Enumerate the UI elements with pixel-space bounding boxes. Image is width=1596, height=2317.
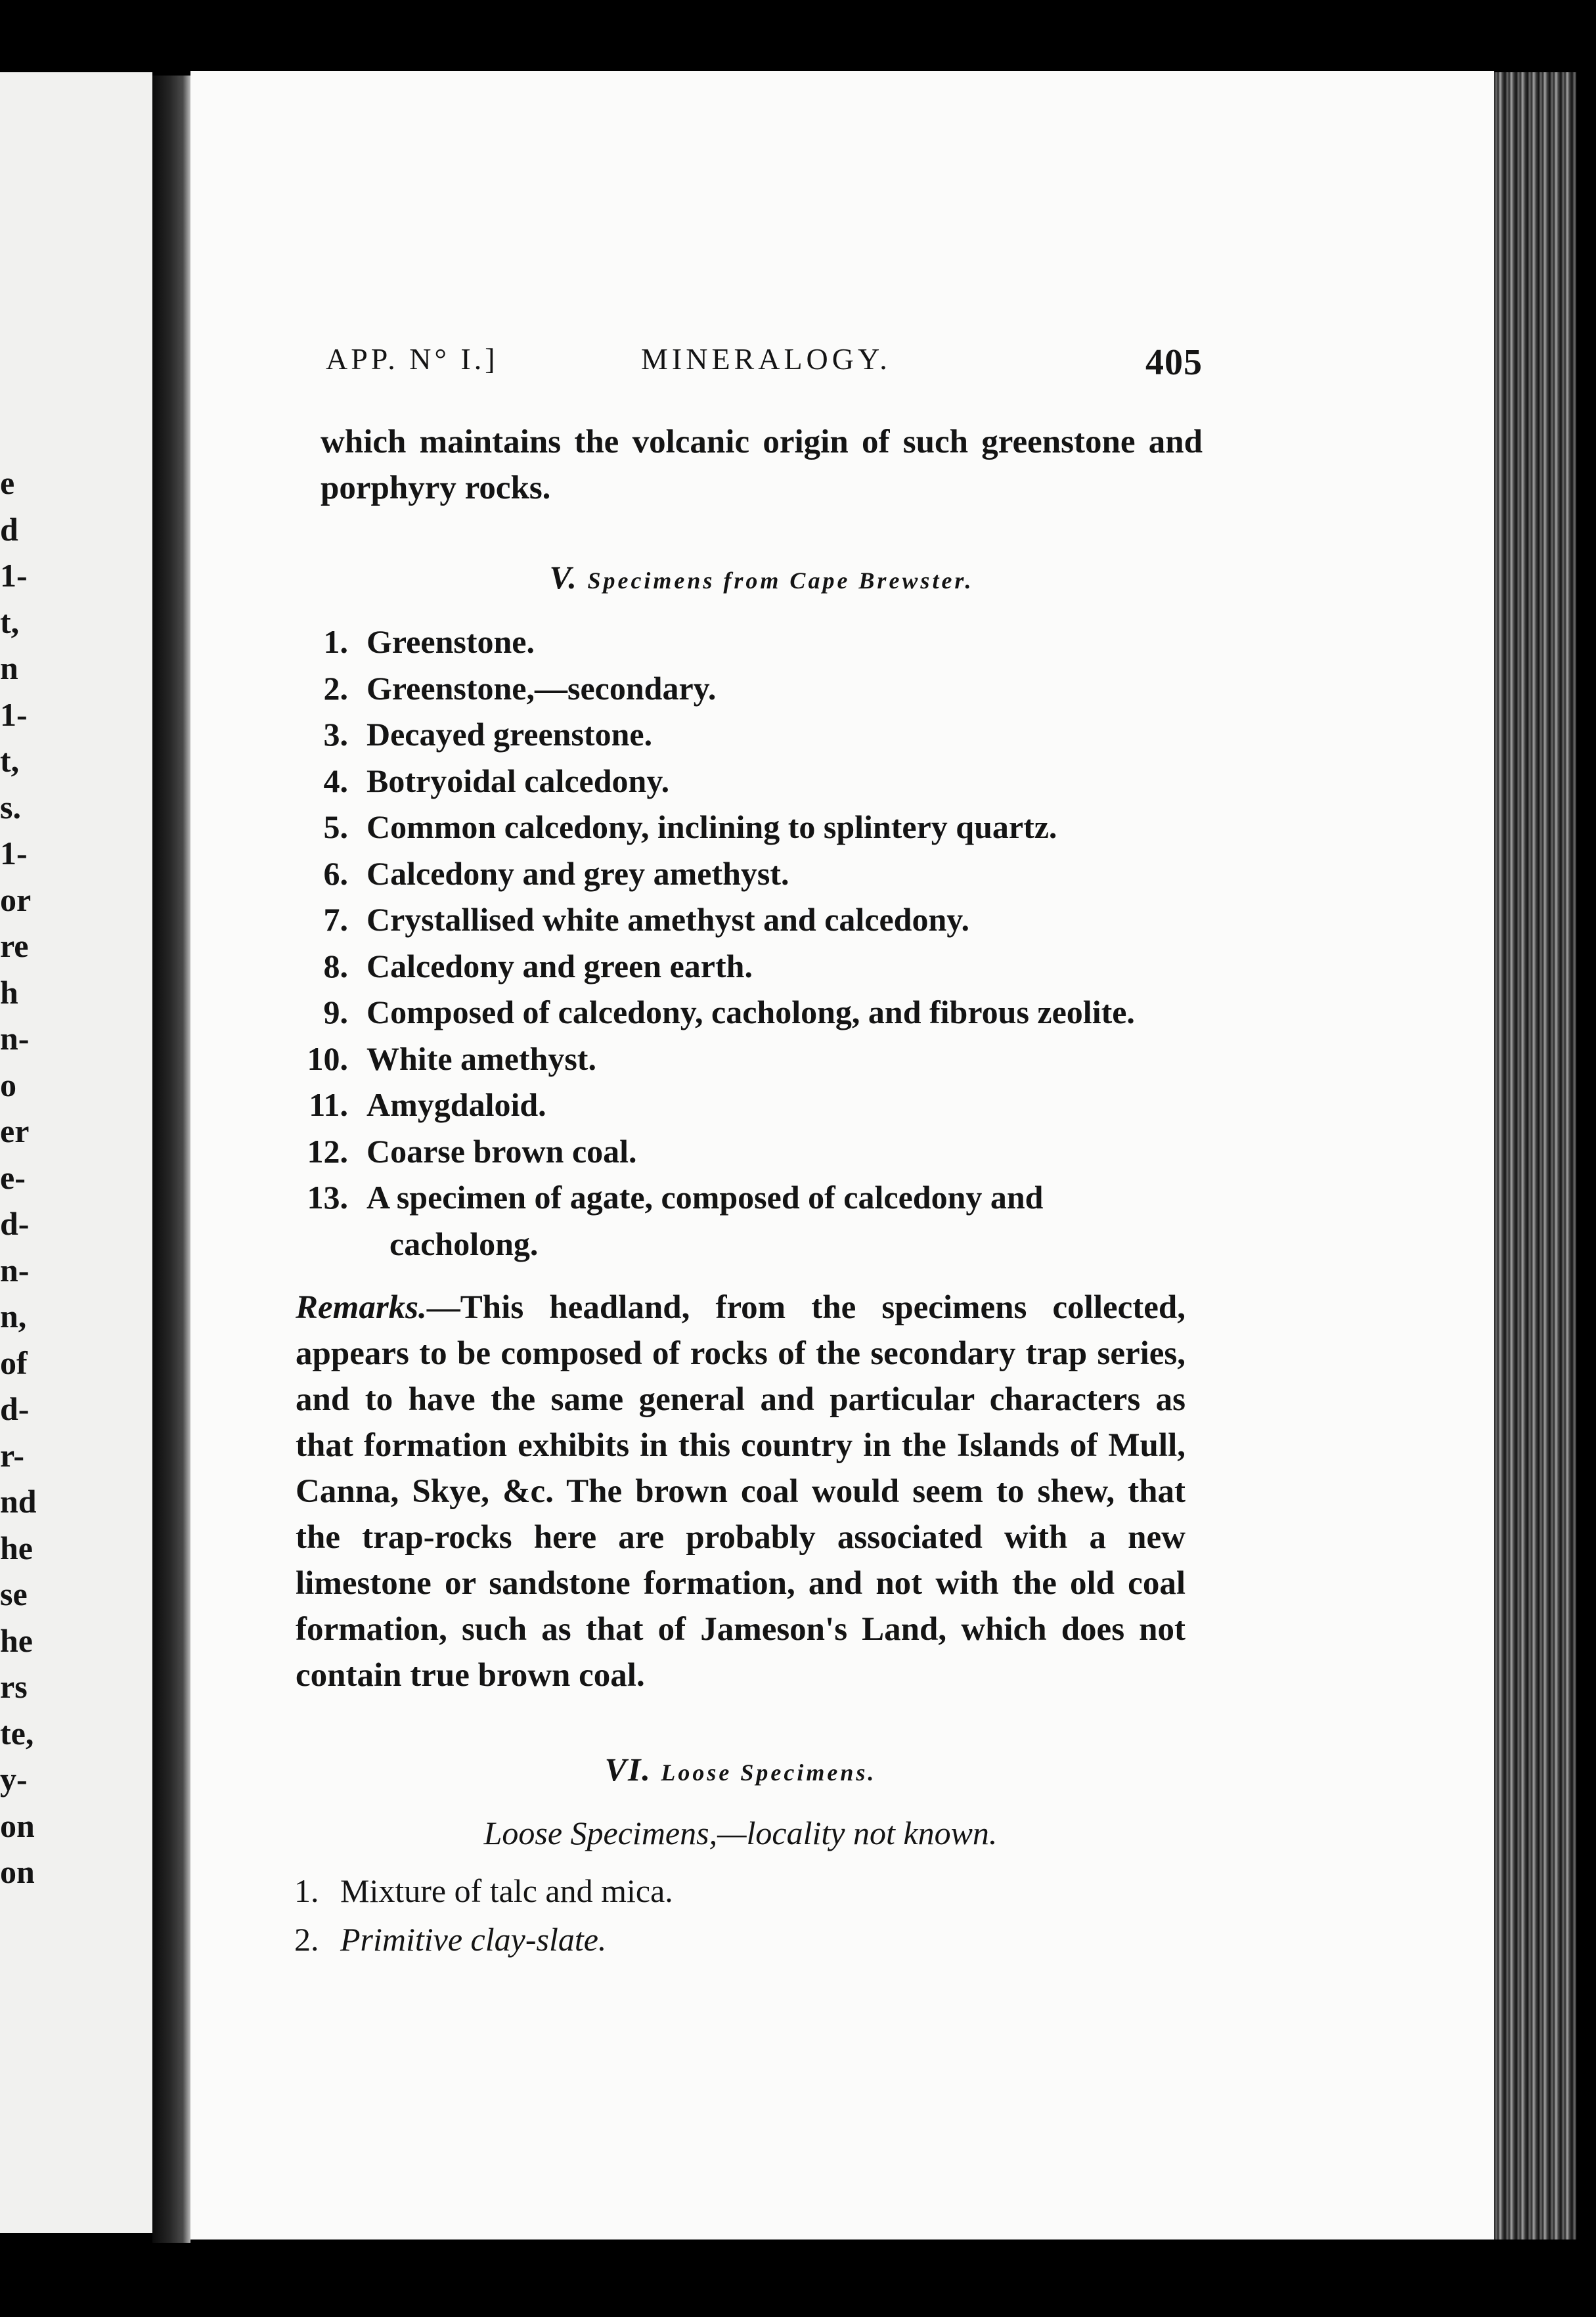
left-page-fragment: rs (0, 1668, 28, 1705)
left-page-fragment: 1- (0, 557, 28, 594)
list-item (294, 1915, 1148, 1964)
list-item-main: Composed of calcedony, cacholong, and fibrous zeolite. (366, 994, 1135, 1030)
running-head (326, 342, 1203, 387)
list-item-number: 7. (323, 901, 348, 938)
list-item (289, 711, 1208, 758)
list-item-text: Primitive clay-slate. (340, 1921, 607, 1958)
list-item-main: A specimen of agate, composed of calcedony and (366, 1179, 1044, 1216)
left-page-fragment: 1- (0, 695, 28, 733)
list-item (289, 1174, 1208, 1267)
list-item-number: 2. (323, 669, 348, 707)
list-item (289, 989, 1208, 1036)
left-page-fragment: on (0, 1807, 35, 1844)
left-page-fragment: on (0, 1853, 35, 1890)
left-page-fragment: 1- (0, 835, 28, 872)
left-page-fragment: he (0, 1529, 33, 1566)
left-page-fragment: he (0, 1622, 33, 1659)
left-page-fragment: d- (0, 1205, 30, 1242)
list-item-text (366, 1082, 546, 1128)
list-item-text (366, 943, 753, 990)
opening-paragraph: which maintains the volcanic origin of such greenstone and porphyry rocks. (321, 424, 1203, 506)
list-item-number: 9. (323, 994, 348, 1030)
list-item-text (366, 989, 1135, 1036)
left-page-fragment: n, (0, 1298, 27, 1335)
section-vi-numeral: VI. (604, 1751, 652, 1788)
list-item-number: 10. (307, 1040, 348, 1077)
list-item-text (366, 665, 716, 712)
list-item-main: Amygdaloid. (366, 1086, 546, 1123)
list-item-text (366, 1036, 596, 1082)
list-item-main: Greenstone. (366, 623, 535, 660)
list-item-text (366, 1128, 637, 1175)
list-item-main: Calcedony and grey amethyst. (366, 854, 789, 892)
list-item-main: Coarse brown coal. (366, 1132, 637, 1170)
left-page-fragment: s. (0, 788, 21, 826)
left-page-fragment: re (0, 927, 29, 964)
list-item-text (366, 896, 969, 943)
list-item-text (366, 850, 789, 897)
list-item-text (366, 758, 669, 805)
left-page-fragment: e- (0, 1158, 26, 1196)
list-item-number: 6. (323, 854, 348, 892)
left-page-fragment: nd (0, 1483, 37, 1520)
left-page-fragment: t, (0, 603, 20, 640)
list-item-text (366, 619, 535, 665)
list-item-number: 5. (323, 808, 348, 845)
left-page-fragment: or (0, 881, 32, 918)
running-head-left: APP. N° I.] (326, 342, 499, 376)
remarks-label: Remarks. (296, 1289, 427, 1326)
running-head-title: MINERALOGY. (641, 342, 891, 376)
list-item-text (366, 804, 1057, 850)
list-item-number: 1. (294, 1872, 319, 1909)
left-page-fragment: te, (0, 1714, 34, 1752)
list-item-text (366, 1174, 1174, 1267)
list-item-main: Crystallised white amethyst and calcedony. (366, 901, 970, 938)
list-item-number: 12. (307, 1132, 348, 1170)
list-item-main: Common calcedony, inclining to splintery quartz. (366, 808, 1057, 845)
list-item (289, 1128, 1208, 1175)
list-item (289, 1082, 1208, 1128)
left-page-fragment: o (0, 1066, 16, 1103)
list-item (289, 665, 1208, 712)
list-item-number: 3. (323, 716, 348, 753)
list-item-number: 1. (323, 623, 348, 660)
left-page-fragment: h (0, 973, 18, 1011)
list-item (289, 619, 1208, 665)
list-item (289, 850, 1208, 897)
left-page-fragment: n- (0, 1020, 30, 1057)
section-v-numeral: V. (549, 559, 578, 596)
list-item-continuation: cacholong. (389, 1225, 539, 1262)
left-page-fragment: e (0, 464, 15, 501)
section-vi-title: Loose Specimens. (661, 1759, 877, 1786)
list-item (289, 943, 1208, 990)
left-page-fragment: n- (0, 1251, 30, 1289)
list-item-number: 13. (307, 1179, 348, 1216)
page-number: 405 (1145, 342, 1203, 383)
left-page-fragment: d (0, 510, 18, 548)
section-vi-list (294, 1866, 1148, 1964)
section-v-heading (321, 558, 1203, 596)
remarks-paragraph (296, 1285, 1186, 1698)
list-item-main: Greenstone,—secondary. (366, 669, 717, 707)
section-vi-heading (296, 1750, 1186, 1788)
left-page-fragment: r- (0, 1436, 24, 1474)
section-v-title: Specimens from Cape Brewster. (587, 567, 974, 594)
list-item (289, 896, 1208, 943)
list-item-number: 4. (323, 762, 348, 799)
section-v-list (289, 619, 1208, 1267)
list-item-number: 2. (294, 1921, 319, 1958)
list-item-main: Botryoidal calcedony. (366, 762, 670, 799)
left-page-fragment: d- (0, 1390, 30, 1427)
list-item-main: Decayed greenstone. (366, 716, 653, 753)
left-page-fragment: y- (0, 1761, 28, 1798)
list-item (289, 758, 1208, 805)
list-item (294, 1866, 1148, 1915)
list-item-number: 11. (309, 1086, 348, 1123)
list-item (289, 1036, 1208, 1082)
remarks-text: —This headland, from the specimens collected, appears to be composed of rocks of the secondary trap series, and to have the same general and particular characters as that formation exhibits in this country in the Islands of Mull, Canna, Skye, &c. The brown coal would seem to shew, that the trap-rocks here are probably associated with a new limestone or sandstone formation, and not with the old coal formation, such as that of Jameson's Land, which does not contain true brown coal. (296, 1289, 1186, 1694)
left-page-fragment: t, (0, 742, 20, 779)
left-page-fragment: n (0, 650, 18, 686)
list-item-text: Mixture of talc and mica. (340, 1872, 673, 1909)
list-item-text (366, 711, 652, 758)
list-item-main: White amethyst. (366, 1040, 596, 1077)
left-page-fragment: se (0, 1576, 28, 1612)
list-item-main: Calcedony and green earth. (366, 947, 753, 984)
list-item (289, 804, 1208, 850)
left-page-fragment: er (0, 1113, 30, 1149)
list-item-number: 8. (323, 947, 348, 984)
section-vi-subheading: Loose Specimens,—locality not known. (483, 1815, 998, 1851)
left-page-fragment: of (0, 1344, 28, 1381)
